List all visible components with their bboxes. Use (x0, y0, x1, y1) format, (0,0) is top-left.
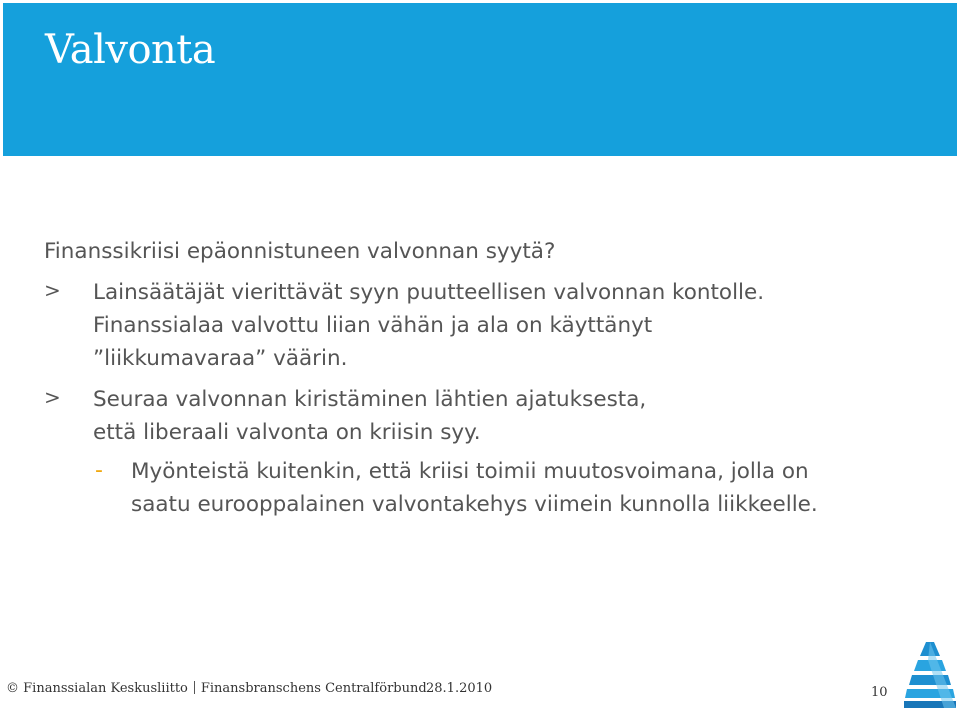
bullet-1-line-1: Lainsäätäjät vierittävät syyn puutteellisen valvonnan kontolle. (93, 280, 765, 305)
title-bar (3, 3, 957, 156)
sub-bullet-line-2: saatu eurooppalainen valvontakehys viimein kunnolla liikkeelle. (131, 492, 818, 517)
sub-bullet-marker: - (95, 458, 103, 483)
bullet-marker: > (44, 385, 61, 409)
bullet-1-line-3: ”liikkumavaraa” väärin. (93, 346, 348, 371)
bullet-2-line-1: Seuraa valvonnan kiristäminen lähtien ajatuksesta, (93, 387, 647, 412)
sub-bullet-line-1: Myönteistä kuitenkin, että kriisi toimii muutosvoimana, jolla on (131, 459, 809, 484)
footer-org-sv: Finansbranschens Centralförbund (200, 681, 427, 696)
bullet-marker: > (44, 278, 61, 302)
copyright-symbol: © (6, 681, 19, 696)
slide-title: Valvonta (45, 27, 216, 73)
bullet-1-line-2: Finanssialaa valvottu liian vähän ja ala on käyttänyt (93, 313, 653, 338)
footer (0, 681, 960, 701)
heading-line: Finanssikriisi epäonnistuneen valvonnan syytä? (44, 239, 556, 264)
footer-org (6, 681, 427, 696)
bullet-2-line-2: että liberaali valvonta on kriisin syy. (93, 420, 481, 445)
fk-pyramid-logo-icon (904, 640, 956, 708)
page-number: 10 (871, 685, 888, 700)
footer-date: 28.1.2010 (426, 681, 493, 696)
footer-org-fi: Finanssialan Keskusliitto (23, 681, 188, 696)
footer-divider (194, 681, 195, 694)
